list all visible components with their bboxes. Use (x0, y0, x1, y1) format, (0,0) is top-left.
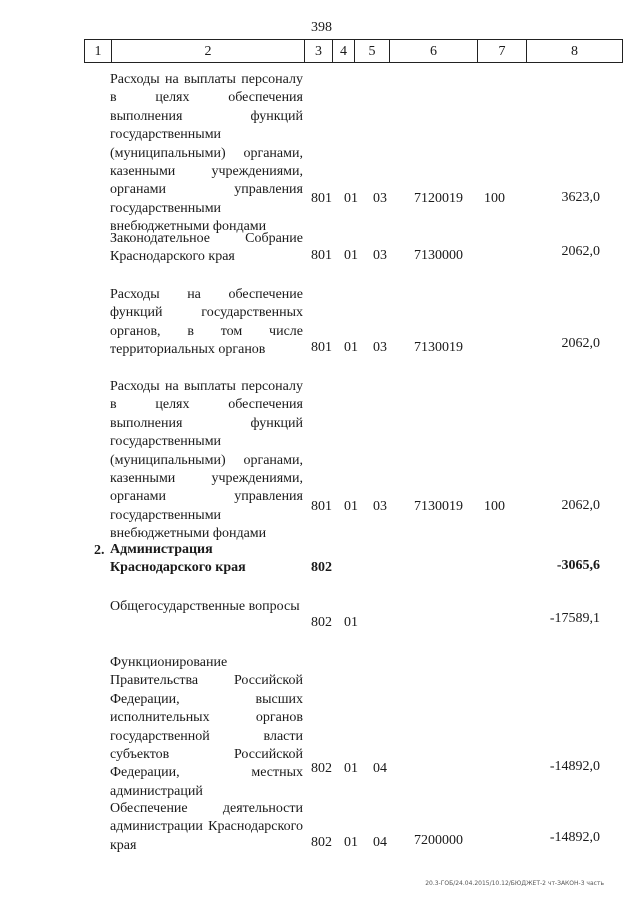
row-amount: -3065,6 (556, 558, 600, 573)
row-col4: 01 (344, 248, 358, 263)
row-col5: 03 (373, 248, 387, 263)
page-number: 398 (311, 20, 332, 35)
row-col6: 7120019 (414, 191, 463, 206)
row-col4: 01 (344, 615, 358, 630)
row-col5: 03 (373, 191, 387, 206)
row-col7: 100 (484, 499, 505, 514)
row-col6: 7200000 (414, 833, 463, 848)
row-col4: 01 (344, 340, 358, 355)
row-description: Расходы на выплаты персоналу в целях обеспечения выполнения функций государственными (муниципальными) органами, казенными учреждениями, органами управления государственными внебюджетными фондами (110, 379, 303, 542)
header-col-6: 6 (390, 40, 478, 62)
header-col-5: 5 (355, 40, 390, 62)
header-col-8: 8 (571, 44, 578, 59)
row-description: Функционирование Правительства Российской Федерации, высших исполнительных органов государственной власти субъектов Российской Федерации, местных администраций (110, 655, 303, 799)
row-col3: 801 (311, 191, 332, 206)
row-col4: 01 (344, 499, 358, 514)
header-col-1: 1 (85, 40, 112, 62)
row-amount: -14892,0 (549, 759, 600, 774)
row-col3: 802 (311, 615, 332, 630)
row-col6: 7130019 (414, 340, 463, 355)
row-amount: 3623,0 (561, 190, 600, 205)
row-col3: 801 (311, 248, 332, 263)
row-description: Расходы на обеспечение функций государственных органов, в том числе территориальных органов (110, 287, 303, 358)
row-amount: 2062,0 (561, 244, 600, 259)
row-col3: 802 (311, 560, 332, 575)
header-col-3: 3 (305, 40, 333, 62)
row-amount: 2062,0 (561, 336, 600, 351)
table-header (84, 39, 623, 63)
row-col5: 04 (373, 835, 387, 850)
section-number: 2. (94, 543, 105, 558)
row-description: Администрация Краснодарского края (110, 542, 246, 576)
header-col-4: 4 (333, 40, 355, 62)
row-col5: 04 (373, 761, 387, 776)
row-amount: 2062,0 (561, 498, 600, 513)
row-col4: 01 (344, 191, 358, 206)
row-description: Законодательное Собрание Краснодарского края (110, 231, 303, 265)
row-col4: 01 (344, 761, 358, 776)
row-col3: 802 (311, 835, 332, 850)
header-col-2: 2 (112, 40, 305, 62)
row-col5: 03 (373, 499, 387, 514)
row-amount: -14892,0 (549, 830, 600, 845)
row-col4: 01 (344, 835, 358, 850)
row-description: Расходы на выплаты персоналу в целях обеспечения выполнения функций государственными (муниципальными) органами, казенными учреждениями, органами управления государственными внебюджетными фондами (110, 72, 303, 235)
header-col-7: 7 (478, 40, 527, 62)
row-col7: 100 (484, 191, 505, 206)
row-description: Общегосударственные вопросы (110, 599, 300, 614)
row-col3: 801 (311, 499, 332, 514)
row-amount: -17589,1 (549, 611, 600, 626)
row-col6: 7130000 (414, 248, 463, 263)
row-col5: 03 (373, 340, 387, 355)
row-col6: 7130019 (414, 499, 463, 514)
row-col3: 801 (311, 340, 332, 355)
row-description: Обеспечение деятельности администрации Краснодарского края (110, 801, 303, 853)
row-col3: 802 (311, 761, 332, 776)
footer-doc-code: 20.3-ГОБ/24.04.2015/10.12/БЮДЖЕТ-2 чт-ЗАКОН-3 часть (425, 880, 604, 887)
